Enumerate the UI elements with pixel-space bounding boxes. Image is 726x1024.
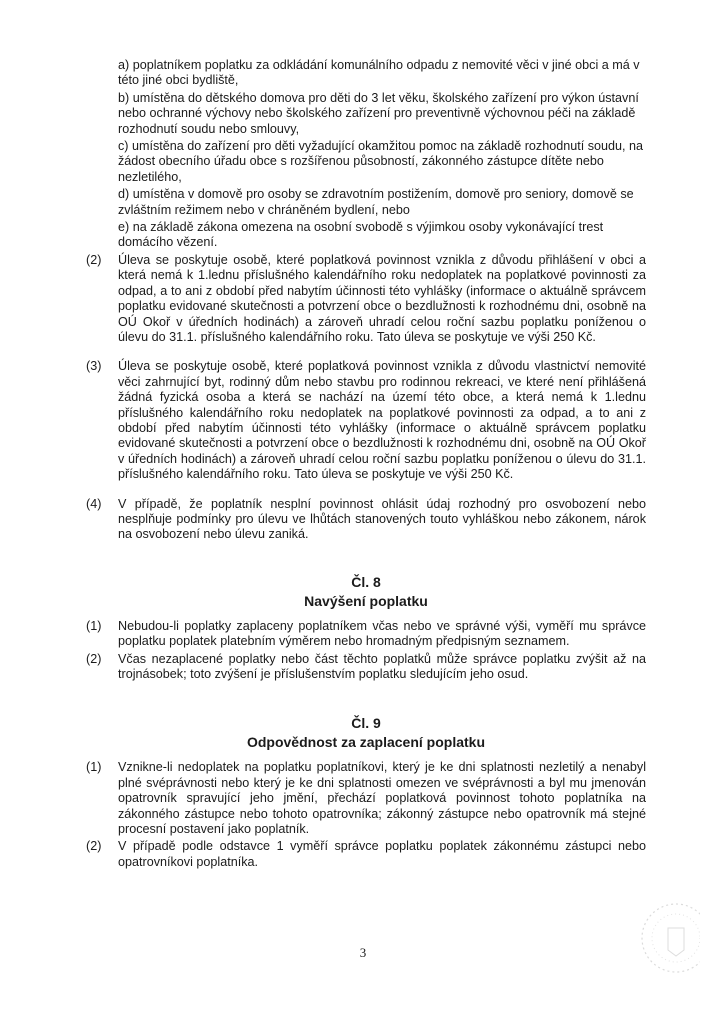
article7-paragraph-3	[86, 359, 646, 482]
article9-number: Čl. 9	[351, 715, 381, 732]
paragraph-number: (2)	[86, 252, 102, 267]
lettered-item-e: e) na základě zákona omezena na osobní svobodě s výjimkou osoby vykonávající trest domácího vězení.	[118, 220, 604, 250]
paragraph-text: V případě podle odstavce 1 vyměří správce poplatku poplatek zákonnému zástupci nebo opatrovníkovi poplatníka.	[118, 839, 646, 869]
paragraph-number: (4)	[86, 496, 102, 511]
article7-paragraph-4	[86, 497, 646, 543]
paragraph-text: Úleva se poskytuje osobě, které poplatková povinnost vznikla z důvodu přihlášení v obci a která nemá k 1.lednu příslušného kalendářního roku nedoplatek na poplatkové povinnosti za odpad, a to ani z období před nabytím účinnosti této vyhlášky (informace o aktuálně správcem poplatku evidované skutečnosti a potvrzení obce o bezdlužnosti k rozhodnému dni, osobně na OÚ Okoř v úředních hodinách) a zároveň uhradí celou roční sazbu poplatku poníženou o úlevu do 31.1. příslušného kalendářního roku. Tato úleva se poskytuje ve výši 250 Kč.	[118, 252, 646, 344]
article8-number: Čl. 8	[351, 573, 381, 590]
article7-paragraph-2	[86, 253, 646, 345]
article8-title: Navýšení poplatku	[304, 592, 428, 609]
lettered-item-a: a) poplatníkem poplatku za odkládání komunálního odpadu z nemovité věci v jiné obci a má v této jiné obci bydliště,	[118, 58, 640, 88]
article9-paragraph-1	[86, 760, 646, 837]
article8-paragraph-2	[86, 652, 646, 683]
paragraph-text: Vznikne-li nedoplatek na poplatku poplatníkovi, který je ke dni splatnosti nezletilý a nenabyl plné svéprávnosti nebo který je ke dni splatnosti omezen ve svéprávnosti a byl mu jmenován opatrovník spravující jeho jmění, přechází poplatková povinnost tohoto poplatníka na zákonného zástupce nebo tohoto opatrovníka; zákonný zástupce nebo opatrovník má stejné procesní postavení jako poplatník.	[118, 760, 646, 837]
paragraph-text: Včas nezaplacené poplatky nebo část těchto poplatků může správce poplatku zvýšit až na trojnásobek; toto zvýšení je příslušenstvím poplatku sledujícím jeho osud.	[118, 651, 646, 681]
page-number: 3	[359, 945, 367, 960]
paragraph-number: (2)	[86, 651, 102, 666]
paragraph-number: (1)	[86, 760, 102, 775]
paragraph-text: V případě, že poplatník nesplní povinnost ohlásit údaj rozhodný pro osvobození nebo nesplňuje podmínky pro úlevu ve lhůtách stanovených touto vyhláškou nebo zákonem, nárok na osvobození nebo úlevu zaniká.	[118, 496, 646, 542]
stamp-mark	[628, 888, 700, 998]
paragraph-text: Nebudou-li poplatky zaplaceny poplatníkem včas nebo ve správné výši, vyměří mu správce poplatku poplatek platebním výměrem nebo hromadným předpisným seznamem.	[118, 618, 646, 649]
article9-paragraph-2	[86, 839, 646, 870]
page-content	[86, 58, 646, 870]
lettered-list	[118, 58, 646, 251]
lettered-item-c: c) umístěna do zařízení pro děti vyžadující okamžitou pomoc na základě rozhodnutí soudu, na žádost obecního úřadu obce s rozšířenou působností, zákonného zástupce dítěte nebo nezletilého,	[118, 139, 644, 184]
paragraph-number: (2)	[86, 839, 102, 854]
paragraph-number: (3)	[86, 359, 102, 374]
paragraph-number: (1)	[86, 618, 102, 633]
lettered-item-d: d) umístěna v domově pro osoby se zdravotním postižením, domově pro seniory, domově se zvláštním režimem nebo v chráněném bydlení, nebo	[118, 187, 634, 217]
paragraph-text: Úleva se poskytuje osobě, které poplatková povinnost vznikla z důvodu vlastnictví nemovité věci zahrnující byt, rodinný dům nebo stavbu pro rodinnou rekreaci, ve které není přihlášená žádná fyzická osoba a která se nachází na území této obce, a která nemá k 1.lednu příslušného kalendářního roku nedoplatek na poplatkové povinnosti za odpad, a to ani z období před nabytím účinnosti této vyhlášky (informace o aktuálně správcem poplatku evidované skutečnosti a potvrzení obce o bezdlužnosti k rozhodnému dni, osobně na OÚ Okoř v úředních hodinách) a zároveň uhradí celou roční sazbu poplatku poníženou o úlevu do 31.1. příslušného kalendářního roku. Tato úleva se poskytuje ve výši 250 Kč.	[118, 359, 646, 482]
article8-paragraph-1	[86, 619, 646, 650]
lettered-item-b: b) umístěna do dětského domova pro děti do 3 let věku, školského zařízení pro výkon ústavní nebo ochranné výchovy nebo školského zařízení pro preventivně výchovnou péči na základě rozhodnutí soudu nebo smlouvy,	[118, 90, 639, 136]
article9-title: Odpovědnost za zaplacení poplatku	[246, 734, 486, 751]
